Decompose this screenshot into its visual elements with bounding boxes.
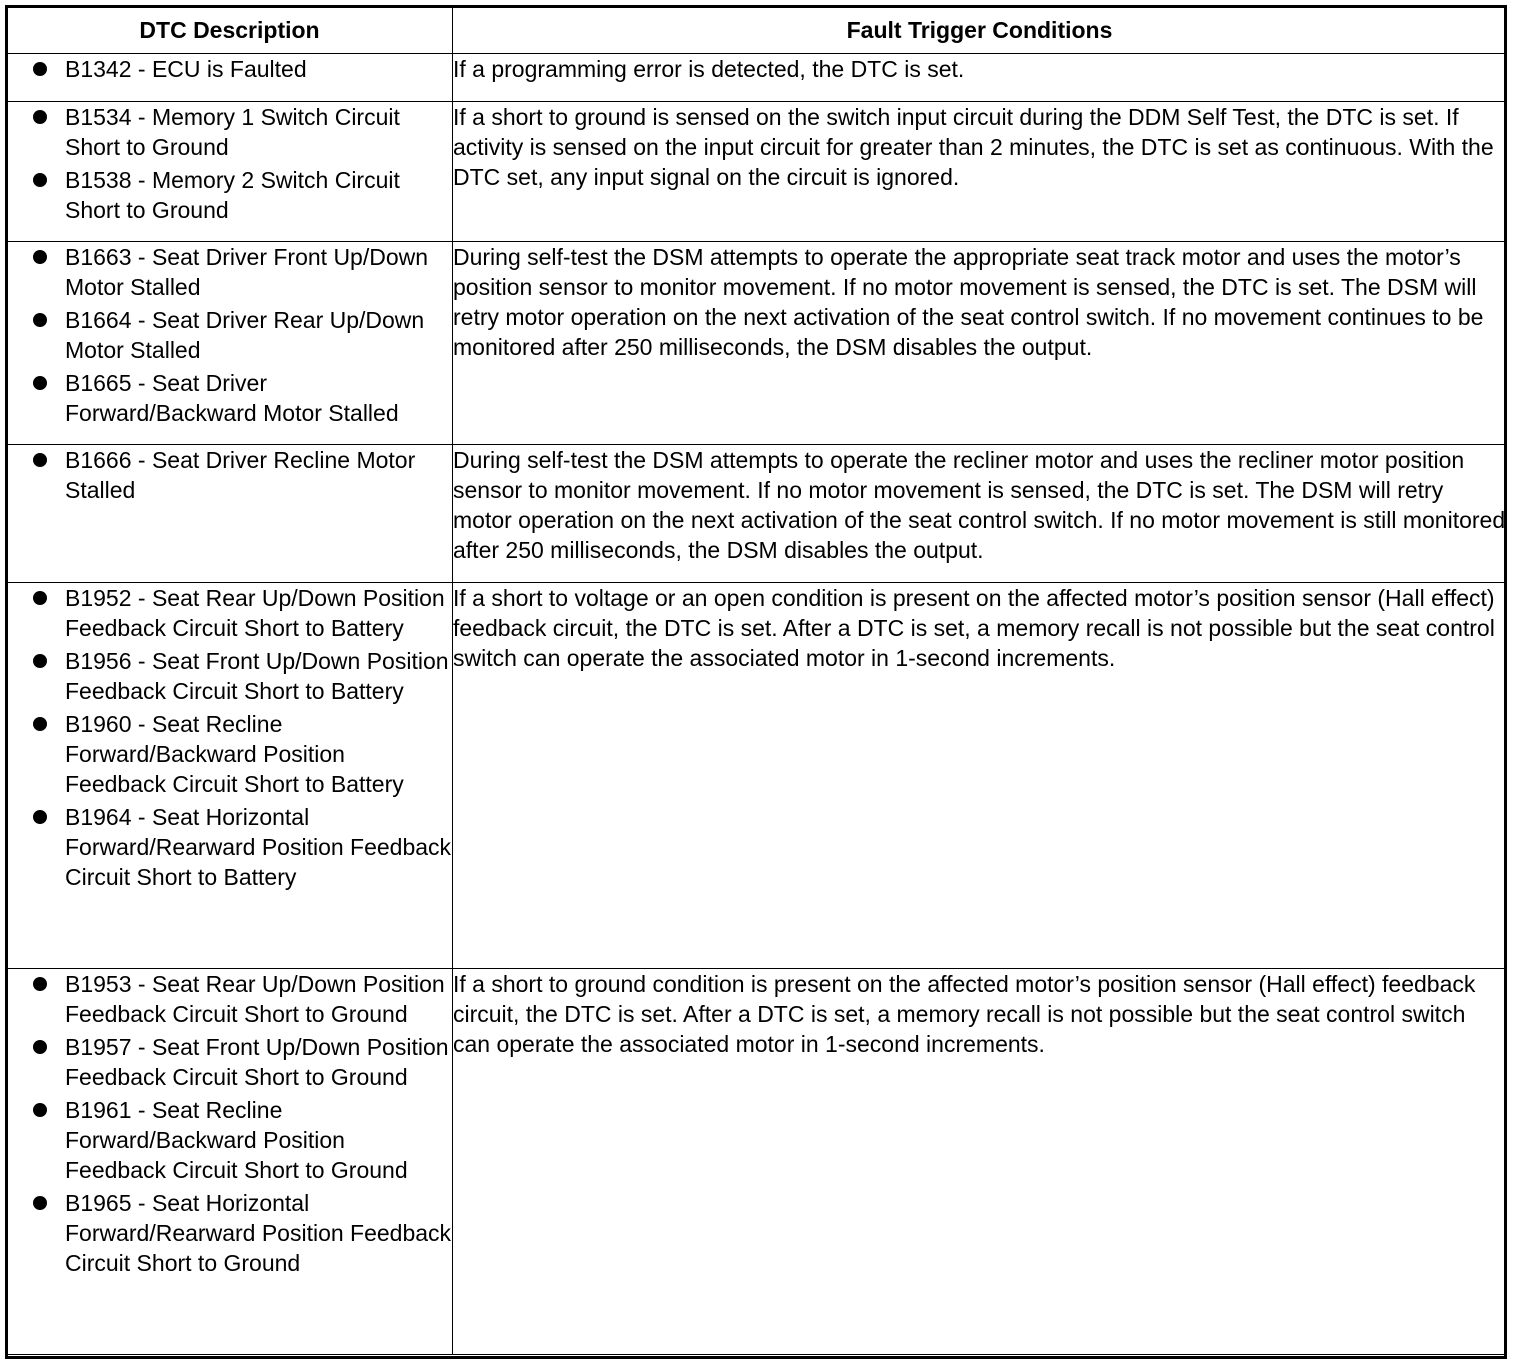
bullet-icon — [33, 250, 47, 264]
dtc-item — [7, 305, 452, 365]
dtc-list — [7, 242, 452, 428]
dtc-item — [7, 583, 452, 643]
dtc-list — [7, 445, 452, 505]
dtc-description-cell — [7, 242, 453, 445]
dtc-description-cell — [7, 54, 453, 102]
dtc-item — [7, 54, 452, 84]
dtc-item — [7, 969, 452, 1029]
dtc-item — [7, 102, 452, 162]
dtc-item — [7, 242, 452, 302]
fault-condition-cell: If a short to voltage or an open condition is present on the affected motor’s position sensor (Hall effect) feedback circuit, the DTC is set. After a DTC is set, a memory recall is not possible but the seat control switch can operate the associated motor in 1-second increments. — [453, 583, 1507, 969]
dtc-list — [7, 583, 452, 892]
dtc-description-cell — [7, 969, 453, 1355]
bullet-icon — [33, 1196, 47, 1210]
bullet-icon — [33, 591, 47, 605]
dtc-item-text: B1956 - Seat Front Up/Down Position Feedback Circuit Short to Battery — [65, 648, 449, 704]
dtc-item-text: B1961 - Seat Recline Forward/Backward Position Feedback Circuit Short to Ground — [65, 1097, 408, 1183]
dtc-item-text: B1663 - Seat Driver Front Up/Down Motor Stalled — [65, 244, 429, 300]
fault-condition-cell: During self-test the DSM attempts to operate the appropriate seat track motor and uses the motor’s position sensor to monitor movement. If no motor movement is sensed, the DTC is set. The DSM will retry motor operation on the next activation of the seat control switch. If no movement continues to be monitored after 250 milliseconds, the DSM disables the output. — [453, 242, 1507, 445]
dtc-item — [7, 1032, 452, 1092]
dtc-description-cell — [7, 445, 453, 583]
dtc-item-text: B1342 - ECU is Faulted — [65, 56, 307, 82]
bullet-icon — [33, 977, 47, 991]
fault-condition-cell: If a short to ground is sensed on the switch input circuit during the DDM Self Test, the DTC is set. If activity is sensed on the input circuit for greater than 2 minutes, the DTC is set as continuous. With the DTC set, any input signal on the circuit is ignored. — [453, 102, 1507, 242]
dtc-description-cell — [7, 102, 453, 242]
dtc-list — [7, 102, 452, 225]
bullet-icon — [33, 1040, 47, 1054]
dtc-item — [7, 1188, 452, 1278]
dtc-item-text: B1964 - Seat Horizontal Forward/Rearward Position Feedback Circuit Short to Battery — [65, 804, 452, 890]
dtc-description-cell — [7, 583, 453, 969]
bullet-icon — [33, 453, 47, 467]
dtc-item — [7, 1095, 452, 1185]
dtc-item — [7, 646, 452, 706]
header-dtc-description: DTC Description — [7, 7, 453, 54]
dtc-item-text: B1534 - Memory 1 Switch Circuit Short to Ground — [65, 104, 400, 160]
bullet-icon — [33, 810, 47, 824]
dtc-item — [7, 802, 452, 892]
bullet-icon — [33, 654, 47, 668]
dtc-list — [7, 969, 452, 1278]
fault-condition-cell: If a programming error is detected, the DTC is set. — [453, 54, 1507, 102]
dtc-item-text: B1965 - Seat Horizontal Forward/Rearward Position Feedback Circuit Short to Ground — [65, 1190, 452, 1276]
bullet-icon — [33, 62, 47, 76]
table-row — [7, 54, 1507, 102]
dtc-item-text: B1960 - Seat Recline Forward/Backward Position Feedback Circuit Short to Battery — [65, 711, 404, 797]
bullet-icon — [33, 376, 47, 390]
header-fault-trigger-conditions: Fault Trigger Conditions — [453, 7, 1507, 54]
header-row — [7, 7, 1507, 54]
table-row — [7, 242, 1507, 445]
fault-condition-cell: During self-test the DSM attempts to operate the recliner motor and uses the recliner motor position sensor to monitor movement. If no motor movement is sensed, the DTC is set. The DSM will retry motor operation on the next activation of the seat control switch. If no motor movement is still monitored after 250 milliseconds, the DSM disables the output. — [453, 445, 1507, 583]
bullet-icon — [33, 1103, 47, 1117]
dtc-item-text: B1957 - Seat Front Up/Down Position Feedback Circuit Short to Ground — [65, 1034, 449, 1090]
table-row — [7, 583, 1507, 969]
dtc-table — [6, 6, 1507, 1355]
dtc-item-text: B1665 - Seat Driver Forward/Backward Motor Stalled — [65, 370, 399, 426]
dtc-item-text: B1666 - Seat Driver Recline Motor Stalled — [65, 447, 416, 503]
table-row — [7, 445, 1507, 583]
dtc-item-text: B1953 - Seat Rear Up/Down Position Feedback Circuit Short to Ground — [65, 971, 445, 1027]
table-row — [7, 102, 1507, 242]
fault-condition-cell: If a short to ground condition is present on the affected motor’s position sensor (Hall effect) feedback circuit, the DTC is set. After a DTC is set, a memory recall is not possible but the seat control switch can operate the associated motor in 1-second increments. — [453, 969, 1507, 1355]
dtc-item-text: B1664 - Seat Driver Rear Up/Down Motor Stalled — [65, 307, 425, 363]
dtc-list — [7, 54, 452, 84]
dtc-item — [7, 165, 452, 225]
bullet-icon — [33, 110, 47, 124]
dtc-item-text: B1952 - Seat Rear Up/Down Position Feedback Circuit Short to Battery — [65, 585, 445, 641]
dtc-item — [7, 445, 452, 505]
dtc-item-text: B1538 - Memory 2 Switch Circuit Short to Ground — [65, 167, 400, 223]
bullet-icon — [33, 173, 47, 187]
bullet-icon — [33, 717, 47, 731]
dtc-item — [7, 709, 452, 799]
dtc-item — [7, 368, 452, 428]
bullet-icon — [33, 313, 47, 327]
table-row — [7, 969, 1507, 1355]
